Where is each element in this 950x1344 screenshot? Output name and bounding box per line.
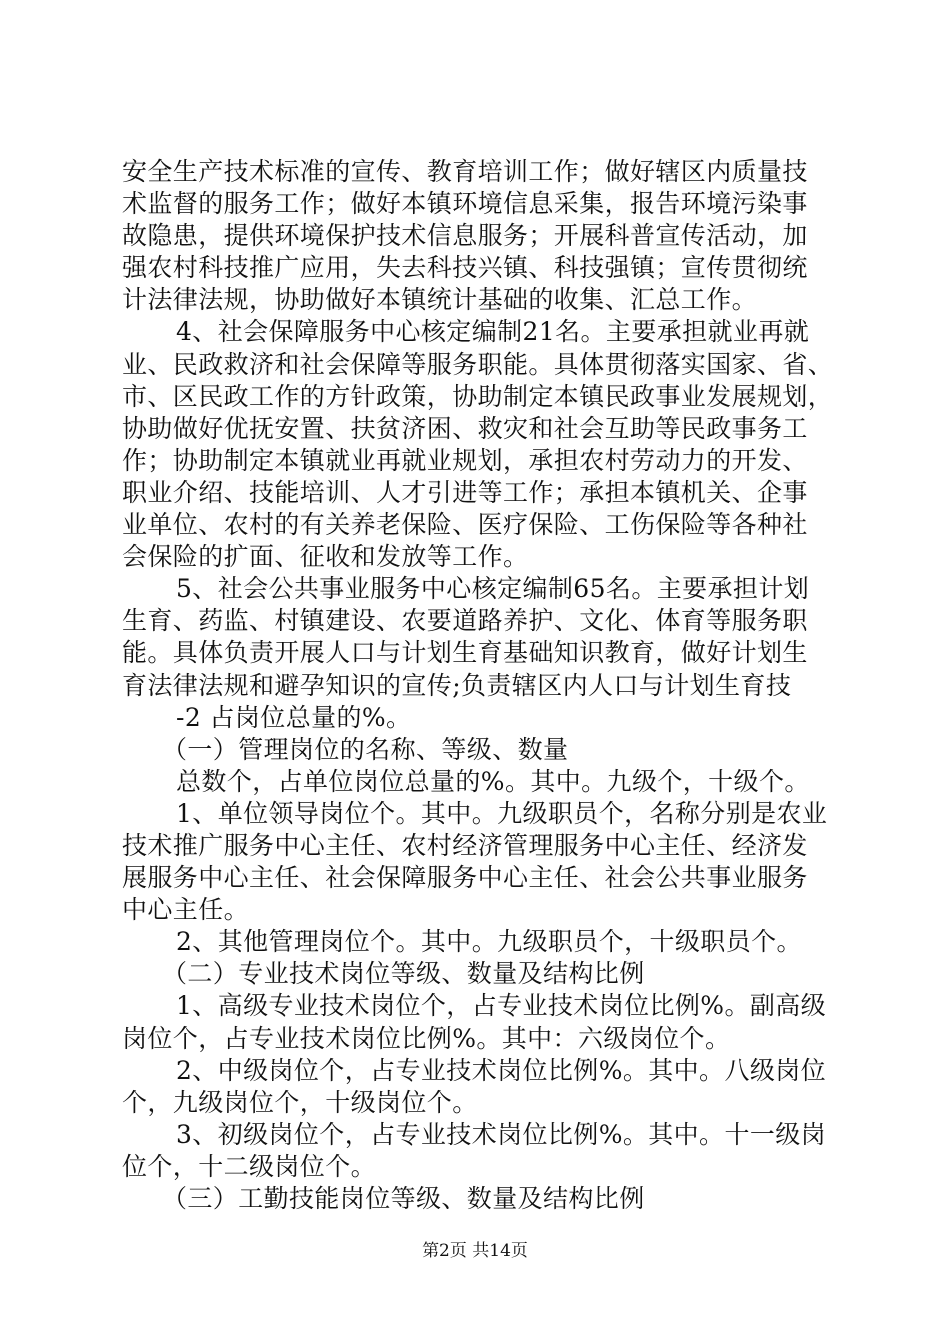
text-line: 生育、药监、村镇建设、农要道路养护、文化、体育等服务职 bbox=[122, 606, 808, 636]
text-line: 术监督的服务工作；做好本镇环境信息采集，报告环境污染事 bbox=[122, 189, 808, 219]
section-heading: （二）专业技术岗位等级、数量及结构比例 bbox=[162, 959, 645, 989]
paragraph-start-line: 2、其他管理岗位个。其中。九级职员个，十级职员个。 bbox=[176, 927, 802, 957]
paragraph-start-line: 4、社会保障服务中心核定编制21名。主要承担就业再就 bbox=[176, 317, 810, 347]
paragraph-start-line: -2 占岗位总量的%。 bbox=[176, 702, 412, 732]
paragraph-start-line: 1、高级专业技术岗位个，占专业技术岗位比例%。副高级 bbox=[176, 991, 827, 1021]
text-line: 育法律法规和避孕知识的宣传;负责辖区内人口与计划生育技 bbox=[122, 670, 792, 700]
text-line: 计法律法规，协助做好本镇统计基础的收集、汇总工作。 bbox=[122, 285, 758, 315]
paragraph-start-line: 总数个，占单位岗位总量的%。其中。九级个，十级个。 bbox=[176, 766, 810, 796]
text-line: 展服务中心主任、社会保障服务中心主任、社会公共事业服务 bbox=[122, 863, 808, 893]
page-footer: 第2页 共14页 bbox=[422, 1241, 528, 1261]
section-heading: （三）工勤技能岗位等级、数量及结构比例 bbox=[162, 1184, 645, 1213]
text-line: 位个，十二级岗位个。 bbox=[122, 1151, 377, 1181]
text-line: 技术推广服务中心主任、农村经济管理服务中心主任、经济发 bbox=[122, 830, 808, 860]
text-line: 业单位、农村的有关养老保险、医疗保险、工伤保险等各种社 bbox=[122, 510, 808, 540]
section-heading: （一）管理岗位的名称、等级、数量 bbox=[162, 734, 569, 764]
text-line: 协助做好优抚安置、扶贫济困、救灾和社会互助等民政事务工 bbox=[122, 413, 808, 443]
text-line: 作；协助制定本镇就业再就业规划，承担农村劳动力的开发、 bbox=[122, 445, 808, 475]
paragraph-start-line: 2、中级岗位个，占专业技术岗位比例%。其中。八级岗位 bbox=[176, 1055, 827, 1085]
paragraph-start-line: 3、初级岗位个，占专业技术岗位比例%。其中。十一级岗 bbox=[176, 1119, 827, 1149]
text-line: 会保险的扩面、征收和发放等工作。 bbox=[122, 542, 529, 572]
text-line: 能。具体负责开展人口与计划生育基础知识教育，做好计划生 bbox=[122, 638, 808, 668]
text-line: 个，九级岗位个，十级岗位个。 bbox=[122, 1087, 478, 1117]
paragraph-start-line: 5、社会公共事业服务中心核定编制65名。主要承担计划 bbox=[176, 574, 810, 604]
paragraph-start-line: 1、单位领导岗位个。其中。九级职员个，名称分别是农业 bbox=[176, 798, 828, 828]
document-body bbox=[122, 156, 842, 1215]
text-line: 业、民政救济和社会保障等服务职能。具体贯彻落实国家、省、 bbox=[122, 349, 834, 379]
text-line: 岗位个，占专业技术岗位比例%。其中：六级岗位个。 bbox=[122, 1023, 731, 1053]
text-line: 市、区民政工作的方针政策，协助制定本镇民政事业发展规划， bbox=[122, 381, 834, 411]
text-line: 中心主任。 bbox=[122, 895, 250, 925]
text-line: 强农村科技推广应用，失去科技兴镇、科技强镇；宣传贯彻统 bbox=[122, 253, 808, 283]
text-line: 故隐患，提供环境保护技术信息服务；开展科普宣传活动，加 bbox=[122, 221, 808, 251]
text-line: 职业介绍、技能培训、人才引进等工作；承担本镇机关、企事 bbox=[122, 477, 808, 507]
text-line: 安全生产技术标准的宣传、教育培训工作；做好辖区内质量技 bbox=[122, 157, 808, 186]
